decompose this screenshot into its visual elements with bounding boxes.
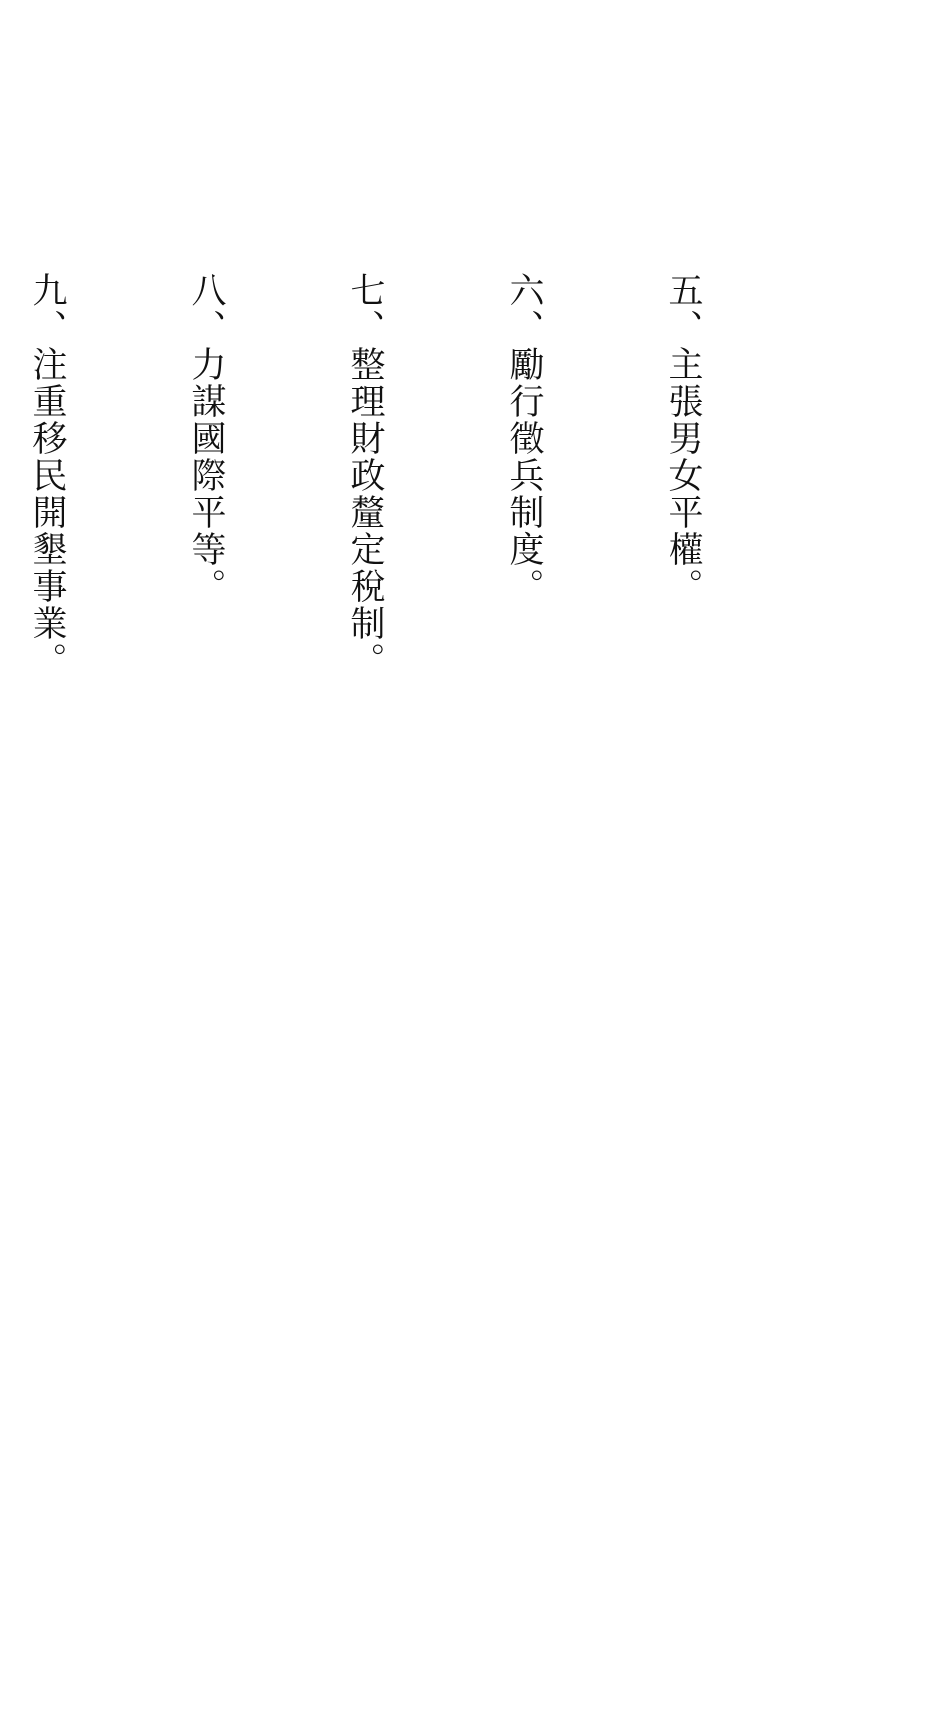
list-item-5: 五、主張男女平權。 [663,272,703,605]
list-item-9: 九、注重移民開墾事業。 [27,272,67,679]
list-item-8: 八、力謀國際平等。 [186,272,226,605]
list-item-7: 七、整理財政釐定稅制。 [345,272,385,679]
list-item-6: 六、勵行徵兵制度。 [504,272,544,605]
vertical-text-block [27,272,815,1242]
